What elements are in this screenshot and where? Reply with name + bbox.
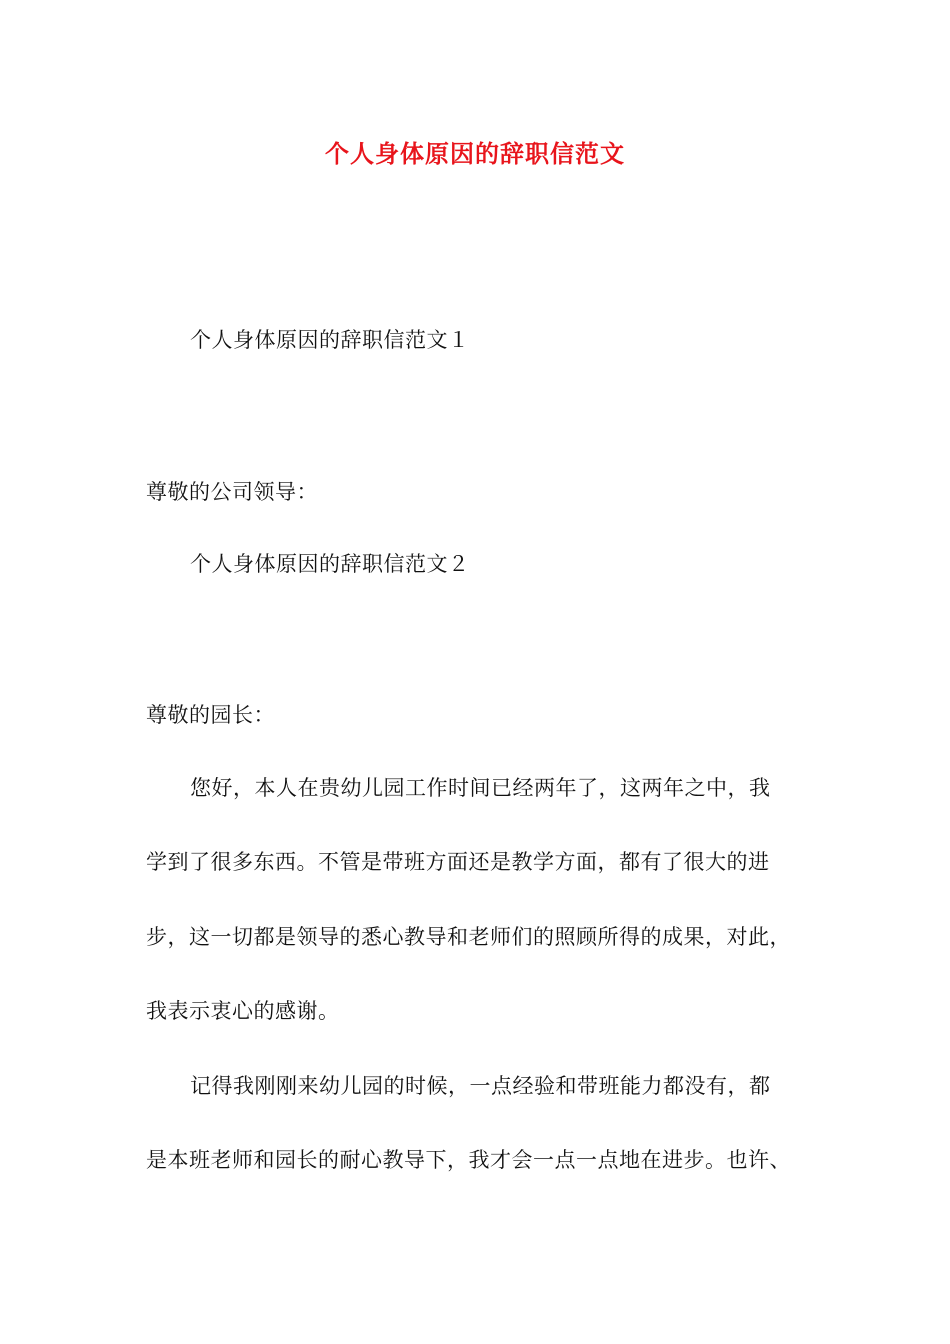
letter-heading-2: 个人身体原因的辞职信范文２ bbox=[190, 552, 470, 576]
letter-heading-1: 个人身体原因的辞职信范文１ bbox=[190, 328, 470, 352]
paragraph-1-line: 我表示衷心的感谢。 bbox=[146, 999, 340, 1023]
paragraph-1-line: 步，这一切都是领导的悉心教导和老师们的照顾所得的成果，对此， bbox=[146, 925, 791, 949]
paragraph-2-line: 是本班老师和园长的耐心教导下，我才会一点一点地在进步。也许、 bbox=[146, 1148, 791, 1172]
salutation-1: 尊敬的公司领导： bbox=[146, 480, 318, 504]
document-title: 个人身体原因的辞职信范文 bbox=[325, 139, 625, 168]
paragraph-2-line: 记得我刚刚来幼儿园的时候，一点经验和带班能力都没有，都 bbox=[190, 1074, 771, 1098]
paragraph-1-line: 您好，本人在贵幼儿园工作时间已经两年了，这两年之中，我 bbox=[190, 776, 771, 800]
salutation-2: 尊敬的园长： bbox=[146, 703, 275, 727]
paragraph-1-line: 学到了很多东西。不管是带班方面还是教学方面，都有了很大的进 bbox=[146, 850, 770, 874]
